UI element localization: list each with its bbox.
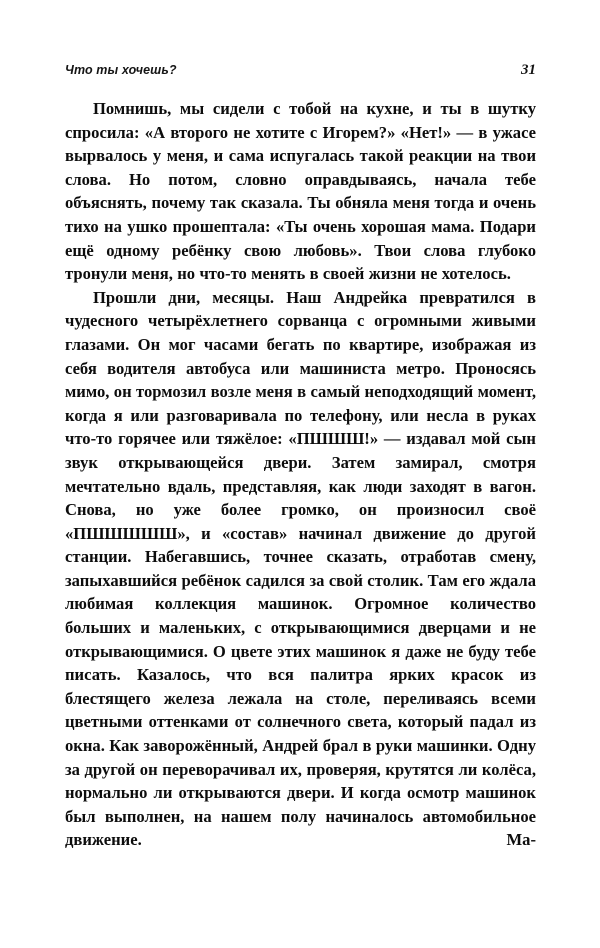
body-text-column — [65, 97, 536, 852]
body-paragraph: Помнишь, мы сидели с тобой на кухне, и ты в шутку спросила: «А второго не хотите с Игорем?» «Нет!» — в ужасе вырвалось у меня, и сама испугалась такой реакции на твои слова. Но потом, словно оправдываясь, начала тебе объяснять, почему так сказала. Ты обняла меня тогда и очень тихо на ушко прошептала: «Ты очень хорошая мама. Подари ещё одному ребёнку свою любовь». Твои слова глубоко тронули меня, но что-то менять в своей жизни не хотелось. — [65, 99, 536, 284]
running-head-title: Что ты хочешь? — [65, 63, 177, 77]
page-number: 31 — [521, 62, 536, 78]
running-head — [65, 62, 536, 84]
body-paragraph: Прошли дни, месяцы. Наш Андрейка превратился в чудесного четырёхлетнего сорванца с огромными живыми глазами. Он мог часами бегать по квартире, изображая из себя водителя автобуса или машиниста метро. Проносясь мимо, он тормозил возле меня в самый неподходящий момент, когда я или разговаривала по телефону, или несла в руках что-то горячее или тяжёлое: «ПШШШ!» — издавал мой сын звук открывающейся двери. Затем замирал, смотря мечтательно вдаль, представляя, как люди заходят в вагон. Снова, но уже более громко, он произносил своё «ПШШШШШ», и «состав» начинал движение до другой станции. Набегавшись, точнее сказать, отработав смену, запыхавшийся ребёнок садился за свой столик. Там его ждала любимая коллекция машинок. Огромное количество больших и маленьких, с открывающимися дверцами и не открывающимися. О цвете этих машинок я даже не буду тебе писать. Казалось, что вся палитра ярких красок из блестящего железа лежала на столе, переливаясь всеми цветными оттенками от солнечного света, который падал из окна. Как заворожённый, Андрей брал в руки машинки. Одну за другой он переворачивал их, проверяя, крутятся ли колёса, нормально ли открываются двери. И когда осмотр машинок был выполнен, на нашем полу начиналось автомобильное движение. Ма- — [65, 287, 536, 850]
